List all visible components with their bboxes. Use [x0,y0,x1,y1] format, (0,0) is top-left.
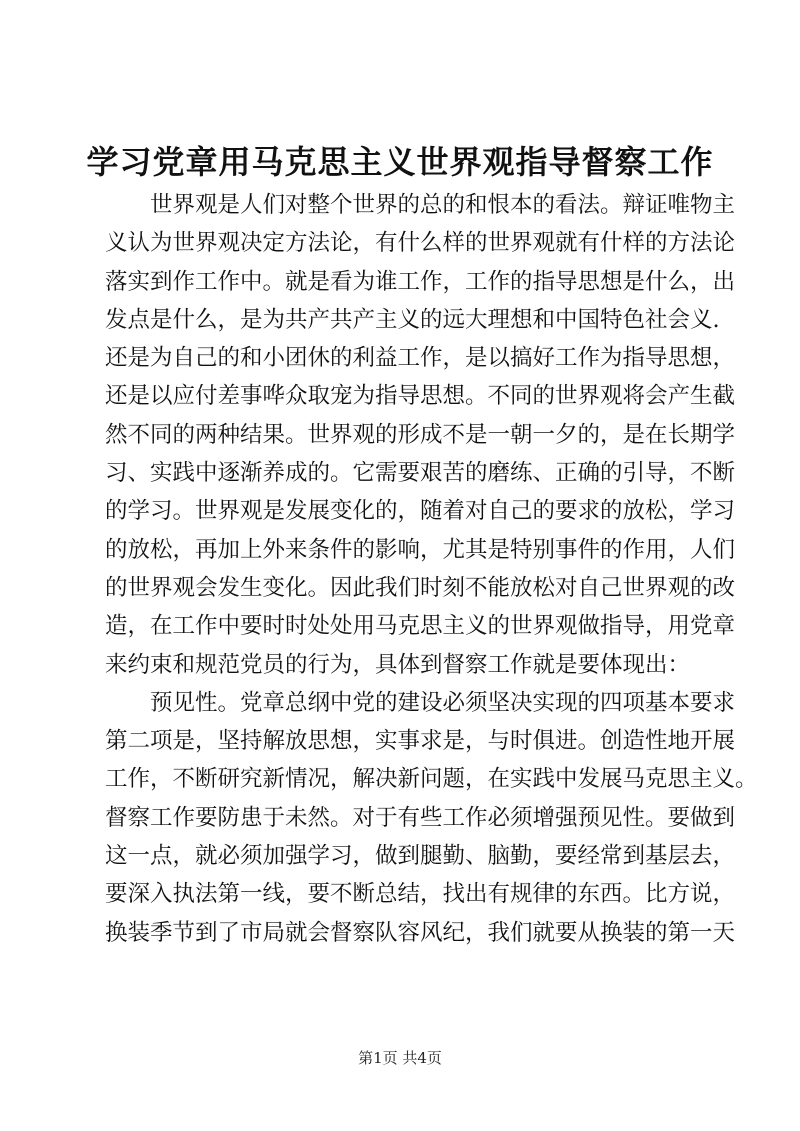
paragraph-line: 第二项是，坚持解放思想，实事求是，与时俱进。创造性地开展 [105,728,736,755]
page-number-footer: 第1页 共4页 [358,1049,442,1067]
paragraph-line: 造，在工作中要时时处处用马克思主义的世界观做指导，用党章 [105,613,736,640]
paragraph-line: 来约束和规范党员的行为，具体到督察工作就是要体现出： [105,651,691,678]
paragraph-line: 的学习。世界观是发展变化的，随着对自己的要求的放松，学习 [105,498,736,525]
paragraph-line: 的放松，再加上外来条件的影响，尤其是特别事件的作用，人们 [105,536,736,563]
paragraph-line: 还是以应付差事哗众取宠为指导思想。不同的世界观将会产生截 [105,383,736,410]
paragraph-line: 督察工作要防患于未然。对于有些工作必须增强预见性。要做到 [105,804,736,831]
paragraph-2 [105,684,758,952]
paragraph-line: 发点是什么，是为共产共产主义的远大理想和中国特色社会义. [105,306,720,333]
paragraph-line: 工作，不断研究新情况，解决新问题，在实践中发展马克思主义。 [105,766,758,793]
paragraph-line: 换装季节到了市局就会督察队容风纪，我们就要从换装的第一天 [105,919,736,946]
document-title: 学习党章用马克思主义世界观指导督察工作 [86,143,714,181]
paragraph-line: 要深入执法第一线，要不断总结，找出有规律的东西。比方说， [105,881,736,908]
document-body [105,186,758,952]
paragraph-line: 预见性。党章总纲中党的建设必须坚决实现的四项基本要求 [150,689,736,716]
paragraph-1 [105,186,736,684]
paragraph-line: 这一点，就必须加强学习，做到腿勤、脑勤，要经常到基层去， [105,843,736,870]
paragraph-line: 世界观是人们对整个世界的总的和恨本的看法。辩证唯物主 [150,192,736,218]
paragraph-line: 的世界观会发生变化。因此我们时刻不能放松对自己世界观的改 [105,574,736,601]
paragraph-line: 习、实践中逐渐养成的。它需要艰苦的磨练、正确的引导，不断 [105,460,736,487]
paragraph-line: 落实到作工作中。就是看为谁工作，工作的指导思想是什么，出 [105,268,736,295]
paragraph-line: 然不同的两种结果。世界观的形成不是一朝一夕的，是在长期学 [105,421,736,448]
paragraph-line: 义认为世界观决定方法论，有什么样的世界观就有什样的方法论 [105,230,736,257]
paragraph-line: 还是为自己的和小团休的利益工作，是以搞好工作为指导思想， [105,345,736,372]
